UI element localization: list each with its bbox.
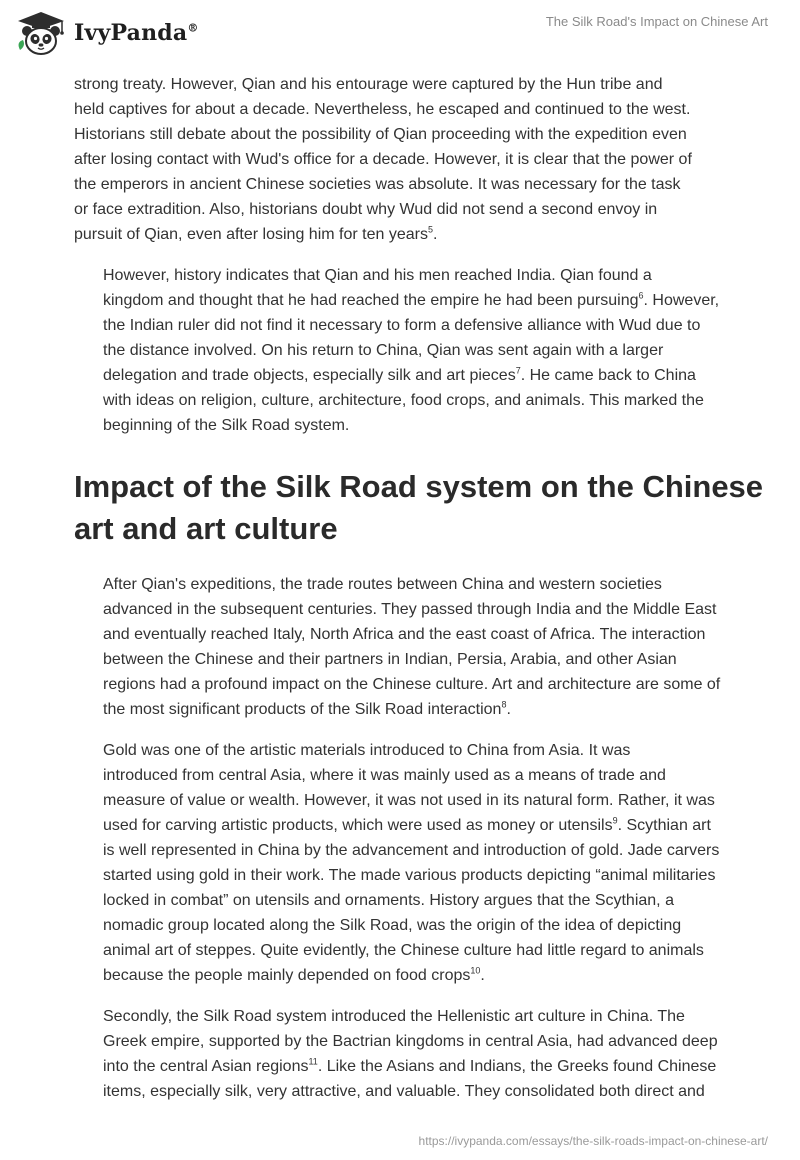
- text-line: Greek empire, supported by the Bactrian kingdoms in central Asia, had advanced deep: [103, 1033, 718, 1050]
- panda-graduate-icon: [14, 10, 68, 56]
- text-line: started using gold in their work. The made various products depicting “animal militaries: [103, 867, 716, 884]
- text-line: or face extradition. Also, historians doubt why Wud did not send a second envoy in: [74, 201, 658, 218]
- text-line: beginning of the Silk Road system.: [103, 417, 350, 434]
- footnote-marker[interactable]: 6: [638, 290, 644, 301]
- text-line: because the people mainly depended on food crops$^{10}$.: [103, 965, 485, 984]
- text-line: delegation and trade objects, especially silk and art pieces$^7$. He came back to China: [103, 365, 696, 384]
- paragraph: [74, 1004, 730, 1104]
- heading-line: art and art culture: [74, 511, 338, 546]
- paragraph: [74, 572, 730, 722]
- text-line: nomadic group located along the Silk Road, was the origin of the idea of depicting: [103, 917, 682, 934]
- text-line: locked in combat” on utensils and ornaments. History argues that the Scythian, a: [103, 892, 674, 909]
- text-line: Gold was one of the artistic materials introduced to China from Asia. It was: [103, 742, 631, 759]
- text-line: with ideas on religion, culture, architecture, food crops, and animals. This marked the: [103, 392, 704, 409]
- source-url[interactable]: https://ivypanda.com/essays/the-silk-roads-impact-on-chinese-art/: [418, 1134, 768, 1148]
- text-line: However, history indicates that Qian and his men reached India. Qian found a: [103, 267, 652, 284]
- paragraph: [74, 738, 730, 988]
- text-line: Secondly, the Silk Road system introduced the Hellenistic art culture in China. The: [103, 1008, 685, 1025]
- text-line: kingdom and thought that he had reached the empire he had been pursuing$^6$. However,: [103, 290, 720, 309]
- text-line: into the central Asian regions$^{11}$. Like the Asians and Indians, the Greeks found Chinese: [103, 1056, 717, 1075]
- footnote-marker[interactable]: 11: [308, 1056, 318, 1067]
- paragraph: [74, 72, 730, 247]
- footnote-marker[interactable]: 10: [470, 965, 481, 976]
- footnote-marker[interactable]: 5: [427, 224, 433, 235]
- heading-line: Impact of the Silk Road system on the Chinese: [74, 469, 764, 504]
- brand-logo[interactable]: [14, 10, 199, 56]
- text-line: items, especially silk, very attractive, and valuable. They consolidated both direct and: [103, 1083, 705, 1100]
- footnote-marker[interactable]: 8: [501, 699, 507, 710]
- text-line: the most significant products of the Silk Road interaction$^8$.: [103, 699, 511, 718]
- paragraph: [74, 263, 730, 438]
- text-line: is well represented in China by the advancement and introduction of gold. Jade carvers: [103, 842, 720, 859]
- text-line: the emperors in ancient Chinese societies was absolute. It was necessary for the task: [74, 176, 681, 193]
- text-line: animal art of steppes. Quite evidently, the Chinese culture had little regard to animals: [103, 942, 704, 959]
- text-line: After Qian's expeditions, the trade routes between China and western societies: [103, 576, 662, 593]
- footnote-marker[interactable]: 7: [515, 365, 521, 376]
- text-line: between the Chinese and their partners in Indian, Persia, Arabia, and other Asian: [103, 651, 677, 668]
- text-line: held captives for about a decade. Nevertheless, he escaped and continued to the west.: [74, 101, 691, 118]
- text-line: pursuit of Qian, even after losing him for ten years$^5$.: [74, 224, 438, 243]
- text-line: strong treaty. However, Qian and his entourage were captured by the Hun tribe and: [74, 76, 663, 93]
- footnote-marker[interactable]: 9: [612, 815, 618, 826]
- text-line: and eventually reached Italy, North Africa and the east coast of Africa. The interaction: [103, 626, 706, 643]
- text-line: Historians still debate about the possibility of Qian proceeding with the expedition even: [74, 126, 687, 143]
- text-line: measure of value or wealth. However, it was not used in its natural form. Rather, it was: [103, 792, 715, 809]
- page-header: [0, 0, 800, 62]
- essay-body: [74, 72, 764, 1120]
- text-line: regions had a profound impact on the Chinese culture. Art and architecture are some of: [103, 676, 721, 693]
- section-heading: [74, 466, 764, 550]
- text-line: the distance involved. On his return to China, Qian was sent again with a larger: [103, 342, 664, 359]
- text-line: advanced in the subsequent centuries. They passed through India and the Middle East: [103, 601, 717, 618]
- text-line: introduced from central Asia, where it was mainly used as a means of trade and: [103, 767, 666, 784]
- document-title: The Silk Road's Impact on Chinese Art: [545, 14, 768, 29]
- text-line: after losing contact with Wud's office for a decade. However, it is clear that the power of: [74, 151, 692, 168]
- brand-name: IvyPanda®: [74, 20, 199, 46]
- text-line: used for carving artistic products, which were used as money or utensils$^9$. Scythian art: [103, 815, 711, 834]
- text-line: the Indian ruler did not find it necessary to form a defensive alliance with Wud due to: [103, 317, 701, 334]
